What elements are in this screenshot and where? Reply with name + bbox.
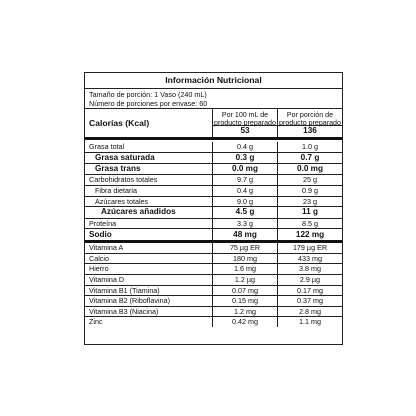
nutrition-facts-label <box>84 72 343 345</box>
nutrient-name: Vitamina D <box>89 274 125 284</box>
value-100ml: 0.15 mg <box>212 296 277 306</box>
nutrient-name: Fibra dietaria <box>95 185 137 195</box>
calories-header <box>85 109 342 140</box>
value-100ml: 0.3 g <box>212 153 277 163</box>
nutrient-name: Vitamina B2 (Riboflavina) <box>89 296 170 306</box>
value-portion: 0.37 mg <box>277 296 342 306</box>
value-portion: 179 µg ER <box>277 243 342 253</box>
column-per-portion <box>277 109 342 137</box>
nutrient-row-vitamina-d <box>85 274 342 285</box>
value-100ml: 3.3 g <box>212 219 277 229</box>
value-portion: 11 g <box>277 207 342 217</box>
value-portion: 122 mg <box>277 229 342 240</box>
value-portion: 0.7 g <box>277 153 342 163</box>
nutrient-name: Grasa trans <box>95 163 141 173</box>
value-100ml: 0.4 g <box>212 186 277 196</box>
nutrient-row-fibra <box>85 185 342 196</box>
nutrient-row-sodio <box>85 228 342 240</box>
value-portion: 0.9 g <box>277 186 342 196</box>
nutrient-row-vitamina-b2 <box>85 295 342 306</box>
value-portion: 3.8 mg <box>277 264 342 274</box>
value-100ml: 0.0 mg <box>212 164 277 174</box>
nutrient-name: Zinc <box>89 317 103 327</box>
value-portion: 433 mg <box>277 254 342 264</box>
value-portion: 0.0 mg <box>277 164 342 174</box>
value-100ml: 1.2 mg <box>212 307 277 317</box>
value-portion: 2.9 µg <box>277 275 342 285</box>
nutrient-table <box>85 142 342 327</box>
nutrient-name: Calcio <box>89 253 109 263</box>
nutrient-name: Grasa saturada <box>95 152 155 162</box>
nutrient-row-azucares-anadidos <box>85 206 342 217</box>
nutrient-row-proteina <box>85 218 342 229</box>
value-100ml: 1.2 µg <box>212 275 277 285</box>
calories-label: Calorías (Kcal) <box>89 118 150 128</box>
nutrient-name: Azúcares añadidos <box>101 207 176 217</box>
serving-info <box>85 89 342 109</box>
nutrient-row-grasa-saturada <box>85 152 342 163</box>
column-header-100ml: Por 100 mL de producto preparado <box>214 111 276 127</box>
value-100ml: 9.0 g <box>212 197 277 207</box>
nutrient-name: Carbohidratos totales <box>89 175 158 185</box>
nutrient-name: Proteína <box>89 218 117 228</box>
value-100ml: 1.6 mg <box>212 264 277 274</box>
value-portion: 25 g <box>277 175 342 185</box>
value-100ml: 0.07 mg <box>212 286 277 296</box>
value-100ml: 0.42 mg <box>212 317 277 327</box>
calories-portion: 136 <box>303 126 317 135</box>
nutrient-name: Vitamina A <box>89 243 124 253</box>
nutrient-row-carbohidratos <box>85 174 342 185</box>
nutrient-row-hierro <box>85 263 342 274</box>
value-100ml: 75 µg ER <box>212 243 277 253</box>
nutrient-name: Grasa total <box>89 142 125 151</box>
label-title: Información Nutricional <box>85 73 342 89</box>
value-100ml: 0.4 g <box>212 142 277 152</box>
nutrient-row-grasa-trans <box>85 163 342 174</box>
value-portion: 8.5 g <box>277 219 342 229</box>
nutrient-name: Hierro <box>89 264 109 274</box>
nutrient-row-grasa-total <box>85 142 342 152</box>
value-portion: 23 g <box>277 197 342 207</box>
nutrient-row-calcio <box>85 253 342 264</box>
column-header-portion: Por porción de producto preparado <box>279 111 341 127</box>
value-portion: 2.8 mg <box>277 307 342 317</box>
value-100ml: 48 mg <box>212 229 277 240</box>
value-100ml: 4.5 g <box>212 207 277 217</box>
nutrient-row-vitamina-b1 <box>85 285 342 296</box>
nutrient-row-zinc <box>85 316 342 327</box>
nutrient-row-azucares-totales <box>85 196 342 207</box>
nutrient-row-vitamina-a <box>85 240 342 253</box>
nutrient-name: Vitamina B1 (Tiamina) <box>89 285 160 295</box>
value-100ml: 180 mg <box>212 254 277 264</box>
calories-100ml: 53 <box>240 126 250 135</box>
serving-size: Tamaño de porción: 1 Vaso (240 mL) <box>89 90 207 99</box>
value-portion: 1.1 mg <box>277 317 342 327</box>
column-per-100ml <box>212 109 277 137</box>
nutrient-name: Sodio <box>89 230 112 240</box>
servings-per-container: Número de porciones por envase: 60 <box>89 99 208 108</box>
value-portion: 0.17 mg <box>277 286 342 296</box>
value-portion: 1.0 g <box>277 142 342 152</box>
nutrient-name: Azúcares totales <box>95 196 149 206</box>
nutrient-name: Vitamina B3 (Niacina) <box>89 306 159 316</box>
value-100ml: 9.7 g <box>212 175 277 185</box>
nutrient-row-vitamina-b3 <box>85 306 342 317</box>
